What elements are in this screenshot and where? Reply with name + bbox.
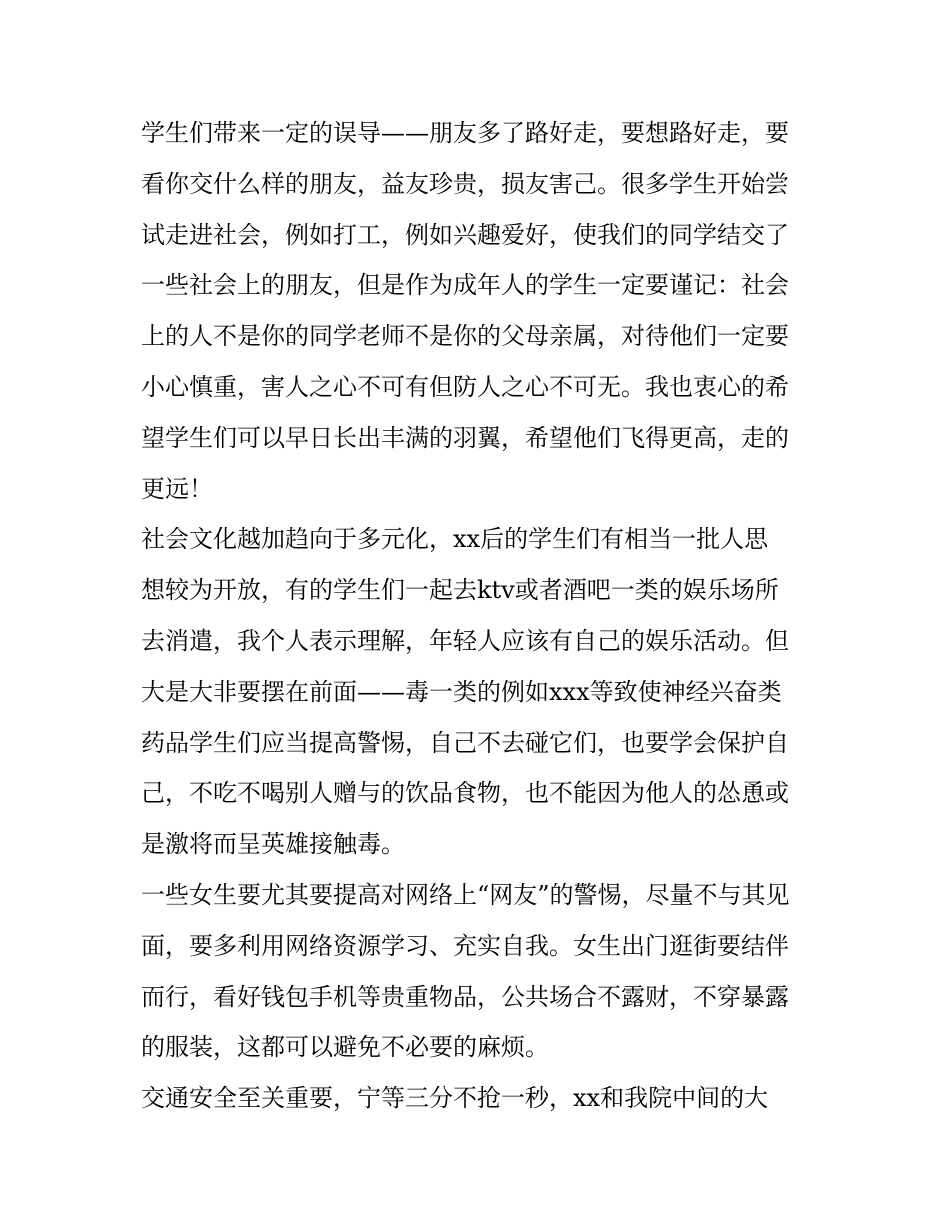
text-line: 更远！ bbox=[141, 474, 213, 503]
paragraph-3 bbox=[141, 870, 821, 1073]
text-line: 看你交什么样的朋友，益友珍贵，损友害己。很多学生开始尝 bbox=[141, 169, 789, 198]
text-line: 望学生们可以早日长出丰满的羽翼，希望他们飞得更高，走的 bbox=[141, 423, 789, 452]
paragraph-4 bbox=[141, 1073, 821, 1124]
text-line: 想较为开放，有的学生们一起去ktv或者酒吧一类的娱乐场所 bbox=[141, 576, 779, 605]
document-body bbox=[141, 108, 821, 1124]
text-line: 药品学生们应当提高警惕，自己不去碰它们，也要学会保护自 bbox=[141, 728, 789, 757]
text-line: 交通安全至关重要，宁等三分不抢一秒，xx和我院中间的大 bbox=[141, 1084, 769, 1113]
text-line: 面，要多利用网络资源学习、充实自我。女生出门逛街要结伴 bbox=[141, 931, 789, 960]
text-line: 是激将而呈英雄接触毒。 bbox=[141, 830, 405, 859]
text-line: 小心慎重，害人之心不可有但防人之心不可无。我也衷心的希 bbox=[141, 372, 789, 401]
text-line: 的服装，这都可以避免不必要的麻烦。 bbox=[141, 1033, 549, 1062]
text-line: 己，不吃不喝别人赠与的饮品食物，也不能因为他人的怂恿或 bbox=[141, 779, 789, 808]
text-line: 上的人不是你的同学老师不是你的父母亲属，对待他们一定要 bbox=[141, 322, 789, 351]
text-line: 去消遣，我个人表示理解，年轻人应该有自己的娱乐活动。但 bbox=[141, 626, 789, 655]
text-line: 社会文化越加趋向于多元化，xx后的学生们有相当一批人思 bbox=[141, 525, 769, 554]
text-line: 试走进社会，例如打工，例如兴趣爱好，使我们的同学结交了 bbox=[141, 220, 789, 249]
text-line: 大是大非要摆在前面——毒一类的例如xxx等致使神经兴奋类 bbox=[141, 677, 782, 706]
text-line: 而行，看好钱包手机等贵重物品，公共场合不露财，不穿暴露 bbox=[141, 982, 789, 1011]
paragraph-1 bbox=[141, 108, 821, 514]
paragraph-2 bbox=[141, 514, 821, 870]
text-line: 一些女生要尤其要提高对网络上“网友”的警惕，尽量不与其见 bbox=[141, 880, 790, 909]
text-line: 学生们带来一定的误导——朋友多了路好走，要想路好走，要 bbox=[141, 119, 789, 147]
text-line: 一些社会上的朋友，但是作为成年人的学生一定要谨记：社会 bbox=[141, 271, 789, 300]
